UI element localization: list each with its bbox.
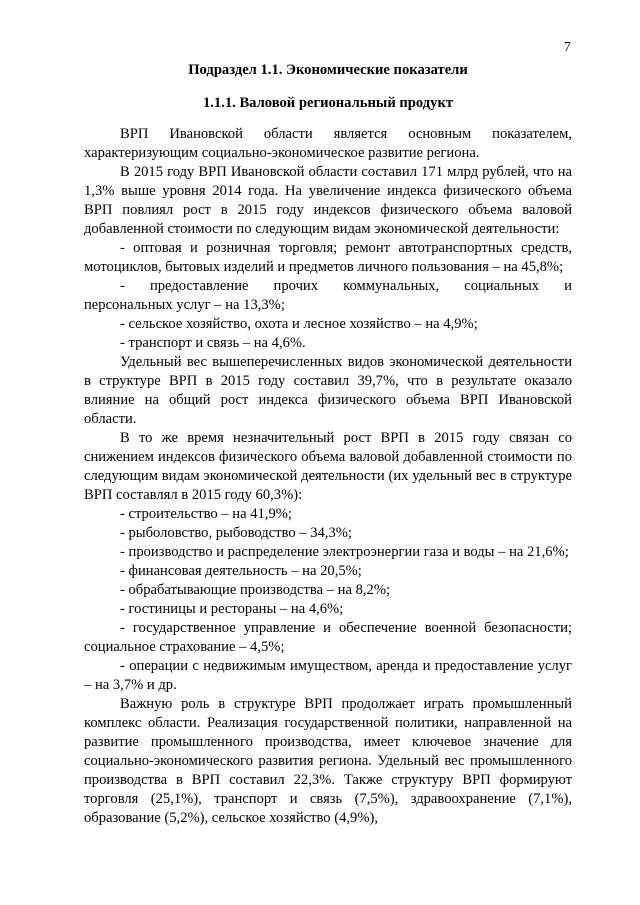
paragraph-grp-definition: ВРП Ивановской области является основным показателем, характеризующим социально-экономическое развитие региона.	[84, 126, 572, 161]
list-item-fishing: - рыболовство, рыбоводство – 34,3%;	[120, 525, 352, 541]
list-item-trade: - оптовая и розничная торговля; ремонт автотранспортных средств, мотоциклов, бытовых изделий и предметов личного пользования – на 45,8%;	[84, 240, 572, 275]
list-item-manufacturing: - обрабатывающие производства – на 8,2%;	[120, 582, 391, 598]
list-item-construction: - строительство – на 41,9%;	[120, 506, 292, 522]
list-item-utilities-first-line: - предоставление прочих коммунальных, социальных и	[120, 278, 572, 294]
subsection-title: 1.1.1. Валовой региональный продукт	[202, 95, 454, 111]
paragraph-decline-intro: В то же время незначительный рост ВРП в 2015 году связан со снижением индексов физического объема валовой добавленной стоимости по следующим видам экономической деятельности (их удельный вес в структуре ВРП составлял в 2015 году 60,3%):	[84, 430, 572, 503]
paragraph-grp-2015-growth: В 2015 году ВРП Ивановской области составил 171 млрд рублей, что на 1,3% выше уровня 2014 года. На увеличение индекса физического объема ВРП повлиял рост в 2015 году индексов физического объема валовой добавленной стоимости по следующим видам экономической деятельности:	[84, 164, 572, 237]
body-text	[84, 125, 572, 828]
section-title: Подраздел 1.1. Экономические показатели	[188, 62, 468, 78]
list-item-utilities-rest: персональных услуг – на 13,3%;	[84, 297, 285, 313]
list-item-agriculture: - сельское хозяйство, охота и лесное хозяйство – на 4,9%;	[120, 316, 478, 332]
list-item-transport: - транспорт и связь – на 4,6%.	[120, 335, 306, 351]
list-item-public-admin: - государственное управление и обеспечение военной безопасности; социальное страхование – 4,5%;	[84, 620, 572, 655]
paragraph-share-growth: Удельный вес вышеперечисленных видов экономической деятельности в структуре ВРП в 2015 году составил 39,7%, что в результате оказало влияние на общий рост индекса физического объема ВРП Ивановской области.	[84, 354, 572, 427]
list-item-utilities-services	[84, 277, 572, 315]
list-item-finance: - финансовая деятельность – на 20,5%;	[120, 563, 362, 579]
list-item-hotels: - гостиницы и рестораны – на 4,6%;	[120, 601, 344, 617]
list-item-real-estate: - операции с недвижимым имуществом, аренда и предоставление услуг – на 3,7% и др.	[84, 658, 572, 693]
list-item-energy: - производство и распределение электроэнергии газа и воды – на 21,6%;	[120, 544, 569, 560]
paragraph-industry-role: Важную роль в структуре ВРП продолжает играть промышленный комплекс области. Реализация государственной политики, направленной на развитие промышленного производства, имеет ключевое значение для социально-экономического развития региона. Удельный вес промышленного производства в ВРП составил 22,3%. Также структуру ВРП формируют торговля (25,1%), транспорт и связь (7,5%), здравоохранение (7,1%), образование (5,2%), сельское хозяйство (4,9%),	[84, 696, 572, 826]
page-number: 7	[564, 39, 571, 54]
